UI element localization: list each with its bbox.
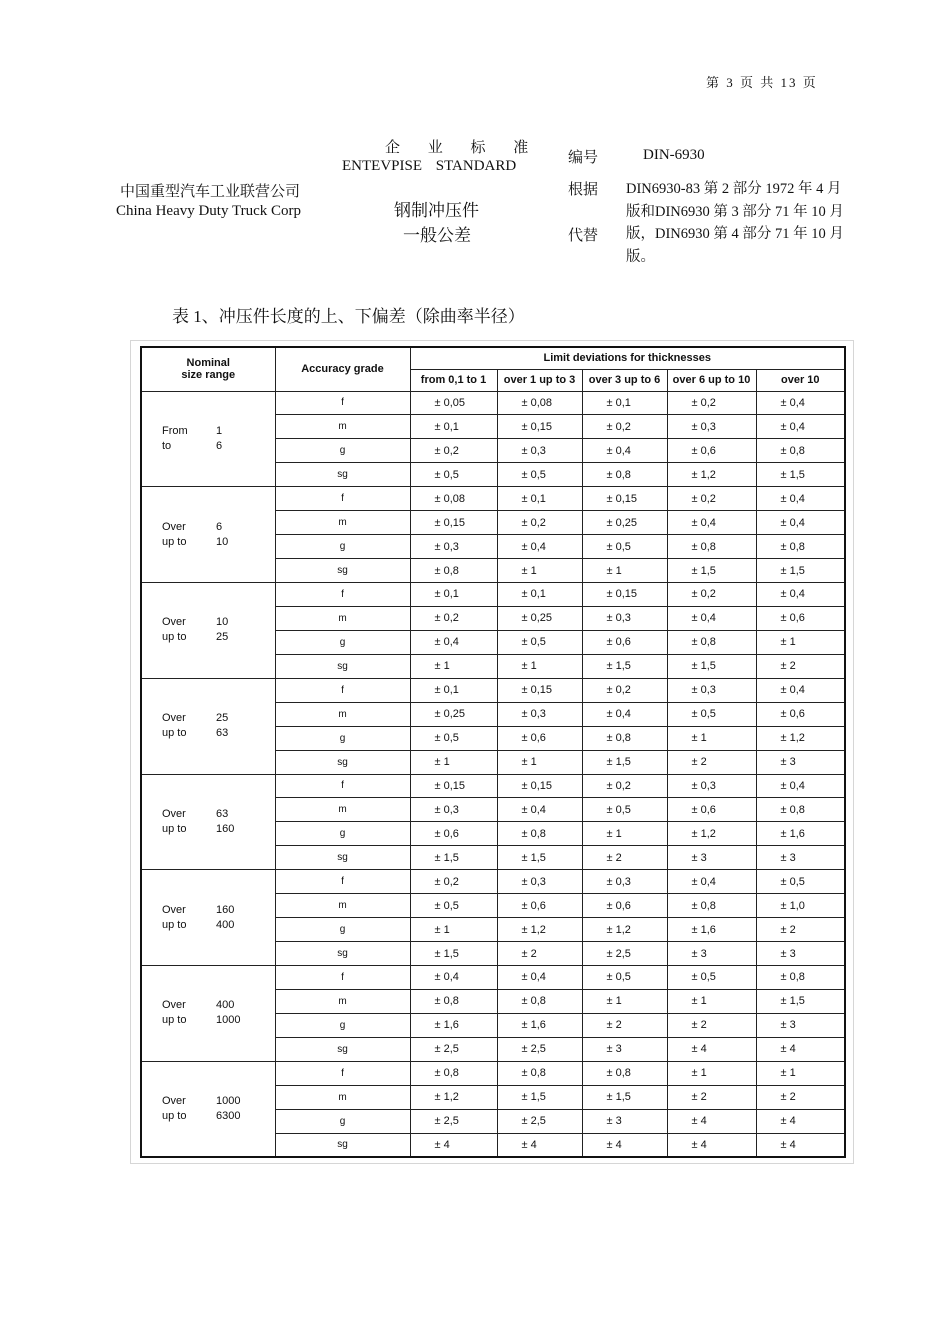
deviation-cell: ± 3 [756, 1013, 845, 1037]
deviation-cell: ± 0,15 [410, 774, 497, 798]
company-name-en: China Heavy Duty Truck Corp [116, 203, 301, 219]
table-row [141, 1061, 845, 1085]
table-row [141, 966, 845, 990]
company-name-cn: 中国重型汽车工业联营公司 [120, 184, 301, 200]
deviation-cell: ± 1,2 [667, 822, 756, 846]
deviation-cell: ± 0,4 [497, 966, 582, 990]
deviation-cell: ± 1,2 [497, 918, 582, 942]
deviation-cell: ± 1 [582, 989, 667, 1013]
deviation-cell: ± 2 [756, 1085, 845, 1109]
header-col-5: over 10 [756, 369, 845, 391]
tolerance-table [140, 346, 846, 1158]
deviation-cell: ± 0,8 [497, 1061, 582, 1085]
size-range-number: 10 [216, 535, 229, 548]
size-range-word: up to [162, 918, 187, 931]
size-range-word: Over [162, 712, 186, 725]
size-range-line1 [162, 998, 275, 1013]
accuracy-grade-cell: m [275, 511, 410, 535]
size-range-cell [141, 774, 275, 870]
deviation-cell: ± 0,3 [410, 798, 497, 822]
size-range-number: 25 [216, 631, 229, 644]
deviation-cell: ± 1 [410, 654, 497, 678]
table-row [141, 774, 845, 798]
deviation-cell: ± 0,4 [497, 798, 582, 822]
deviation-cell: ± 1,5 [667, 559, 756, 583]
deviation-cell: ± 2 [667, 1013, 756, 1037]
size-range-cell [141, 1061, 275, 1157]
accuracy-grade-cell: f [275, 774, 410, 798]
size-range-word: Over [162, 616, 186, 629]
accuracy-grade-cell: sg [275, 654, 410, 678]
deviation-cell: ± 4 [582, 1133, 667, 1157]
size-range-word: Over [162, 520, 186, 533]
deviation-cell: ± 3 [667, 942, 756, 966]
size-range-word: up to [162, 631, 187, 644]
accuracy-grade-cell: sg [275, 1037, 410, 1061]
deviation-cell: ± 0,3 [582, 870, 667, 894]
deviation-cell: ± 0,6 [582, 894, 667, 918]
deviation-cell: ± 1,5 [667, 654, 756, 678]
number-value: DIN-6930 [643, 147, 705, 163]
table-caption: 表 1、冲压件长度的上、下偏差（除曲率半径） [172, 307, 525, 326]
deviation-cell: ± 0,4 [582, 702, 667, 726]
deviation-cell: ± 0,8 [667, 535, 756, 559]
deviation-cell: ± 1,5 [410, 846, 497, 870]
deviation-cell: ± 0,5 [756, 870, 845, 894]
table-row [141, 678, 845, 702]
size-range-number: 1000 [216, 1014, 241, 1027]
deviation-cell: ± 0,5 [582, 535, 667, 559]
deviation-cell: ± 1 [497, 750, 582, 774]
deviation-cell: ± 0,4 [756, 391, 845, 415]
deviation-cell: ± 0,4 [410, 966, 497, 990]
size-range-number: 160 [216, 822, 235, 835]
size-range-word: to [162, 439, 172, 452]
size-range-number: 6 [216, 439, 223, 452]
accuracy-grade-cell: f [275, 1061, 410, 1085]
deviation-cell: ± 3 [582, 1037, 667, 1061]
replace-label: 代替 [568, 228, 599, 244]
size-range-word: From [162, 424, 188, 437]
size-range-word: up to [162, 727, 187, 740]
deviation-cell: ± 0,3 [582, 606, 667, 630]
deviation-cell: ± 3 [756, 750, 845, 774]
size-range-line1 [162, 807, 275, 822]
deviation-cell: ± 1,6 [667, 918, 756, 942]
deviation-cell: ± 0,1 [410, 583, 497, 607]
header-col-2: over 1 up to 3 [497, 369, 582, 391]
deviation-cell: ± 4 [497, 1133, 582, 1157]
accuracy-grade-cell: sg [275, 750, 410, 774]
size-range-word: up to [162, 1109, 187, 1122]
size-range-word: Over [162, 1094, 186, 1107]
deviation-cell: ± 0,5 [667, 702, 756, 726]
size-range-cell [141, 870, 275, 966]
deviation-cell: ± 0,4 [582, 439, 667, 463]
deviation-cell: ± 1 [667, 726, 756, 750]
size-range-number: 400 [216, 999, 235, 1012]
deviation-cell: ± 2 [756, 918, 845, 942]
deviation-cell: ± 0,8 [410, 989, 497, 1013]
accuracy-grade-cell: sg [275, 463, 410, 487]
deviation-cell: ± 0,15 [497, 774, 582, 798]
deviation-cell: ± 2 [667, 1085, 756, 1109]
size-range-line2 [162, 726, 275, 741]
deviation-cell: ± 0,8 [497, 822, 582, 846]
deviation-cell: ± 0,25 [497, 606, 582, 630]
deviation-cell: ± 1,5 [582, 654, 667, 678]
deviation-cell: ± 0,05 [410, 391, 497, 415]
size-range-line1 [162, 520, 275, 535]
deviation-cell: ± 1 [497, 559, 582, 583]
deviation-cell: ± 1,5 [582, 1085, 667, 1109]
accuracy-grade-cell: g [275, 726, 410, 750]
basis-value: DIN6930-83 第 2 部分 1972 年 4 月版和DIN6930 第 3 部分 71 年 10 月版，DIN6930 第 4 部分 71 年 10 月版。 [626, 181, 844, 265]
deviation-cell: ± 0,6 [756, 606, 845, 630]
accuracy-grade-cell: m [275, 606, 410, 630]
deviation-cell: ± 0,6 [582, 630, 667, 654]
size-range-number: 6300 [216, 1109, 241, 1122]
deviation-cell: ± 0,1 [410, 415, 497, 439]
deviation-cell: ± 1,2 [410, 1085, 497, 1109]
deviation-cell: ± 0,4 [497, 535, 582, 559]
deviation-cell: ± 0,3 [667, 415, 756, 439]
deviation-cell: ± 1 [410, 918, 497, 942]
deviation-cell: ± 0,1 [497, 487, 582, 511]
deviation-cell: ± 0,4 [410, 630, 497, 654]
deviation-cell: ± 0,3 [497, 702, 582, 726]
deviation-cell: ± 0,6 [667, 439, 756, 463]
accuracy-grade-cell: g [275, 918, 410, 942]
header-limit: Limit deviations for thicknesses [410, 347, 845, 369]
header-nominal-line2: size range [181, 369, 236, 382]
deviation-cell: ± 0,2 [410, 439, 497, 463]
size-range-line1 [162, 424, 275, 439]
deviation-cell: ± 0,8 [667, 630, 756, 654]
deviation-cell: ± 1,5 [756, 559, 845, 583]
deviation-cell: ± 0,8 [582, 726, 667, 750]
deviation-cell: ± 0,4 [756, 487, 845, 511]
deviation-cell: ± 0,4 [756, 774, 845, 798]
header-col-3: over 3 up to 6 [582, 369, 667, 391]
header-accuracy: Accuracy grade [275, 347, 410, 391]
table-body [141, 391, 845, 1157]
number-label: 编号 [568, 150, 599, 166]
size-range-line2 [162, 1109, 275, 1124]
deviation-cell: ± 0,6 [410, 822, 497, 846]
deviation-cell: ± 0,3 [410, 535, 497, 559]
deviation-cell: ± 0,15 [497, 415, 582, 439]
deviation-cell: ± 2 [582, 846, 667, 870]
accuracy-grade-cell: sg [275, 942, 410, 966]
size-range-line2 [162, 439, 275, 454]
deviation-cell: ± 0,8 [756, 535, 845, 559]
size-range-line2 [162, 822, 275, 837]
accuracy-grade-cell: g [275, 822, 410, 846]
accuracy-grade-cell: sg [275, 846, 410, 870]
deviation-cell: ± 0,8 [582, 463, 667, 487]
accuracy-grade-cell: m [275, 989, 410, 1013]
accuracy-grade-cell: g [275, 1013, 410, 1037]
deviation-cell: ± 1,2 [667, 463, 756, 487]
deviation-cell: ± 1 [582, 822, 667, 846]
accuracy-grade-cell: m [275, 894, 410, 918]
table-scan-frame [130, 340, 854, 1164]
deviation-cell: ± 0,6 [497, 894, 582, 918]
accuracy-grade-cell: f [275, 870, 410, 894]
size-range-number: 25 [216, 712, 229, 725]
size-range-number: 1 [216, 424, 223, 437]
deviation-cell: ± 0,3 [667, 774, 756, 798]
deviation-cell: ± 0,15 [497, 678, 582, 702]
deviation-cell: ± 0,6 [667, 798, 756, 822]
size-range-number: 1000 [216, 1094, 241, 1107]
deviation-cell: ± 0,8 [410, 1061, 497, 1085]
deviation-cell: ± 4 [667, 1109, 756, 1133]
size-range-word: Over [162, 807, 186, 820]
size-range-line1 [162, 903, 275, 918]
deviation-cell: ± 0,8 [756, 439, 845, 463]
size-range-line1 [162, 711, 275, 726]
standard-title-cn: 企 业 标 准 [385, 140, 541, 156]
deviation-cell: ± 3 [756, 846, 845, 870]
size-range-cell [141, 583, 275, 679]
document-title: 钢制冲压件 [394, 201, 479, 220]
deviation-cell: ± 0,6 [756, 702, 845, 726]
size-range-cell [141, 391, 275, 487]
deviation-cell: ± 1,5 [582, 750, 667, 774]
deviation-cell: ± 1,6 [497, 1013, 582, 1037]
deviation-cell: ± 0,5 [582, 798, 667, 822]
deviation-cell: ± 1 [756, 1061, 845, 1085]
deviation-cell: ± 0,1 [497, 583, 582, 607]
deviation-cell: ± 1 [582, 559, 667, 583]
deviation-cell: ± 1,6 [756, 822, 845, 846]
deviation-cell: ± 0,15 [582, 487, 667, 511]
deviation-cell: ± 1 [756, 630, 845, 654]
deviation-cell: ± 0,3 [497, 870, 582, 894]
basis-label: 根据 [568, 182, 599, 198]
deviation-cell: ± 0,2 [582, 678, 667, 702]
deviation-cell: ± 0,2 [667, 583, 756, 607]
deviation-cell: ± 0,2 [410, 870, 497, 894]
accuracy-grade-cell: g [275, 630, 410, 654]
deviation-cell: ± 1,5 [756, 463, 845, 487]
page-number: 第 3 页 共 13 页 [706, 75, 818, 90]
deviation-cell: ± 4 [756, 1133, 845, 1157]
deviation-cell: ± 2 [756, 654, 845, 678]
deviation-cell: ± 0,5 [497, 463, 582, 487]
accuracy-grade-cell: sg [275, 559, 410, 583]
deviation-cell: ± 0,4 [756, 511, 845, 535]
deviation-cell: ± 2,5 [582, 942, 667, 966]
size-range-number: 400 [216, 918, 235, 931]
deviation-cell: ± 0,2 [497, 511, 582, 535]
deviation-cell: ± 0,2 [667, 487, 756, 511]
deviation-cell: ± 2 [497, 942, 582, 966]
accuracy-grade-cell: m [275, 702, 410, 726]
deviation-cell: ± 0,5 [410, 726, 497, 750]
deviation-cell: ± 0,25 [582, 511, 667, 535]
size-range-cell [141, 678, 275, 774]
deviation-cell: ± 2 [667, 750, 756, 774]
deviation-cell: ± 0,1 [410, 678, 497, 702]
deviation-cell: ± 0,6 [497, 726, 582, 750]
deviation-cell: ± 0,8 [582, 1061, 667, 1085]
accuracy-grade-cell: f [275, 487, 410, 511]
deviation-cell: ± 0,5 [667, 966, 756, 990]
header-col-1: from 0,1 to 1 [410, 369, 497, 391]
deviation-cell: ± 4 [756, 1037, 845, 1061]
deviation-cell: ± 0,4 [756, 415, 845, 439]
accuracy-grade-cell: m [275, 798, 410, 822]
deviation-cell: ± 0,8 [497, 989, 582, 1013]
size-range-cell [141, 487, 275, 583]
deviation-cell: ± 1 [497, 654, 582, 678]
size-range-line1 [162, 615, 275, 630]
deviation-cell: ± 1,5 [497, 1085, 582, 1109]
deviation-cell: ± 0,2 [582, 774, 667, 798]
standard-title-en: ENTEVPISE STANDARD [342, 158, 517, 174]
size-range-line1 [162, 1094, 275, 1109]
deviation-cell: ± 0,2 [410, 606, 497, 630]
deviation-cell: ± 2,5 [497, 1037, 582, 1061]
deviation-cell: ± 1,6 [410, 1013, 497, 1037]
size-range-line2 [162, 1013, 275, 1028]
size-range-number: 63 [216, 727, 229, 740]
accuracy-grade-cell: f [275, 583, 410, 607]
deviation-cell: ± 0,4 [756, 678, 845, 702]
deviation-cell: ± 0,5 [410, 894, 497, 918]
size-range-word: up to [162, 1014, 187, 1027]
table-row [141, 487, 845, 511]
document-subtitle: 一般公差 [403, 226, 471, 245]
deviation-cell: ± 0,1 [582, 391, 667, 415]
deviation-cell: ± 1 [667, 989, 756, 1013]
deviation-cell: ± 1 [667, 1061, 756, 1085]
deviation-cell: ± 3 [667, 846, 756, 870]
deviation-cell: ± 2,5 [410, 1109, 497, 1133]
deviation-cell: ± 0,08 [410, 487, 497, 511]
accuracy-grade-cell: f [275, 678, 410, 702]
deviation-cell: ± 0,8 [667, 894, 756, 918]
deviation-cell: ± 0,3 [497, 439, 582, 463]
deviation-cell: ± 0,5 [497, 630, 582, 654]
deviation-cell: ± 1,2 [756, 726, 845, 750]
accuracy-grade-cell: g [275, 1109, 410, 1133]
deviation-cell: ± 2,5 [497, 1109, 582, 1133]
deviation-cell: ± 0,5 [582, 966, 667, 990]
size-range-line2 [162, 630, 275, 645]
header-col-4: over 6 up to 10 [667, 369, 756, 391]
deviation-cell: ± 3 [582, 1109, 667, 1133]
deviation-cell: ± 3 [756, 942, 845, 966]
size-range-number: 160 [216, 903, 235, 916]
size-range-word: Over [162, 903, 186, 916]
deviation-cell: ± 0,5 [410, 463, 497, 487]
size-range-line2 [162, 918, 275, 933]
deviation-cell: ± 0,15 [410, 511, 497, 535]
deviation-cell: ± 0,25 [410, 702, 497, 726]
deviation-cell: ± 0,4 [667, 606, 756, 630]
deviation-cell: ± 0,4 [667, 870, 756, 894]
deviation-cell: ± 2 [582, 1013, 667, 1037]
deviation-cell: ± 1,5 [497, 846, 582, 870]
accuracy-grade-cell: g [275, 535, 410, 559]
deviation-cell: ± 4 [667, 1037, 756, 1061]
deviation-cell: ± 4 [410, 1133, 497, 1157]
deviation-cell: ± 0,4 [756, 583, 845, 607]
size-range-number: 6 [216, 520, 223, 533]
size-range-line2 [162, 535, 275, 550]
deviation-cell: ± 1,2 [582, 918, 667, 942]
deviation-cell: ± 1,5 [410, 942, 497, 966]
table-row [141, 583, 845, 607]
header-nominal [141, 347, 275, 391]
deviation-cell: ± 1,5 [756, 989, 845, 1013]
deviation-cell: ± 0,08 [497, 391, 582, 415]
accuracy-grade-cell: m [275, 1085, 410, 1109]
accuracy-grade-cell: f [275, 391, 410, 415]
table-row [141, 870, 845, 894]
deviation-cell: ± 0,8 [410, 559, 497, 583]
deviation-cell: ± 0,2 [582, 415, 667, 439]
deviation-cell: ± 0,15 [582, 583, 667, 607]
deviation-cell: ± 2,5 [410, 1037, 497, 1061]
size-range-number: 63 [216, 807, 229, 820]
deviation-cell: ± 0,4 [667, 511, 756, 535]
table-row [141, 391, 845, 415]
deviation-cell: ± 4 [667, 1133, 756, 1157]
accuracy-grade-cell: m [275, 415, 410, 439]
size-range-cell [141, 966, 275, 1062]
accuracy-grade-cell: f [275, 966, 410, 990]
deviation-cell: ± 1 [410, 750, 497, 774]
deviation-cell: ± 0,3 [667, 678, 756, 702]
size-range-word: up to [162, 535, 187, 548]
deviation-cell: ± 4 [756, 1109, 845, 1133]
deviation-cell: ± 0,2 [667, 391, 756, 415]
size-range-number: 10 [216, 616, 229, 629]
size-range-word: up to [162, 822, 187, 835]
size-range-word: Over [162, 999, 186, 1012]
deviation-cell: ± 0,8 [756, 798, 845, 822]
deviation-cell: ± 1,0 [756, 894, 845, 918]
accuracy-grade-cell: sg [275, 1133, 410, 1157]
header-nominal-line1: Nominal [186, 357, 230, 370]
accuracy-grade-cell: g [275, 439, 410, 463]
deviation-cell: ± 0,8 [756, 966, 845, 990]
